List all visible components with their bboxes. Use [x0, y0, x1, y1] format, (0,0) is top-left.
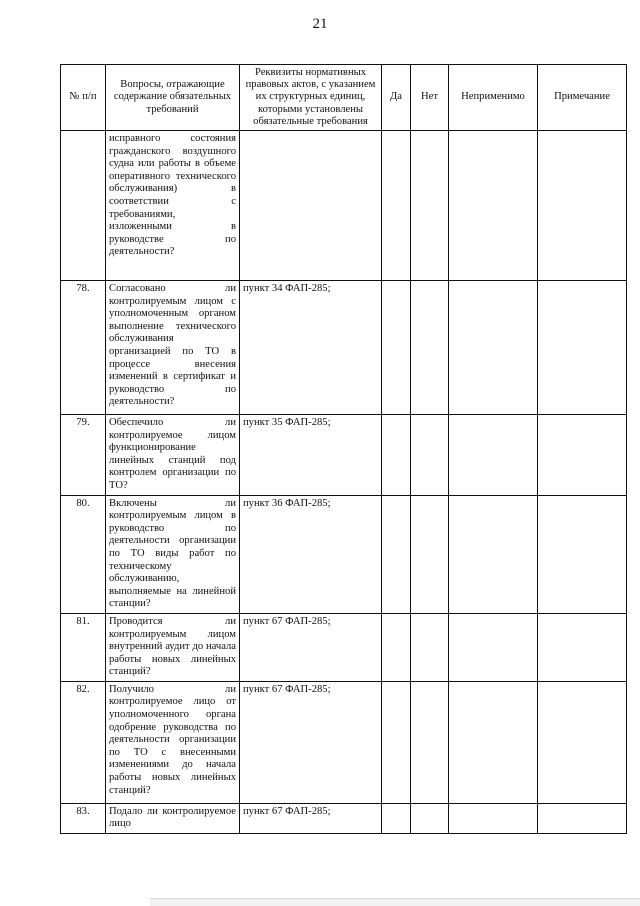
row-reference: пункт 67 ФАП-285; [240, 803, 382, 833]
cell-not-applicable[interactable] [449, 131, 538, 281]
row-question: Включены ли контролируемым лицом в руководство по деятельности организации по ТО виды работ по техническому обслуживанию, выполняемые на линейной станции? [106, 495, 240, 613]
cell-note[interactable] [538, 803, 627, 833]
header-note: Примечание [538, 65, 627, 131]
row-reference: пункт 35 ФАП-285; [240, 415, 382, 496]
row-number: 83. [61, 803, 106, 833]
cell-no[interactable] [411, 613, 449, 681]
cell-yes[interactable] [382, 131, 411, 281]
header-reference: Реквизиты нормативных правовых актов, с указанием их структурных единиц, которыми установлены обязательные требования [240, 65, 382, 131]
cell-note[interactable] [538, 495, 627, 613]
cell-not-applicable[interactable] [449, 281, 538, 415]
header-not-applicable: Неприменимо [449, 65, 538, 131]
checklist-table [60, 64, 627, 834]
table-row [61, 613, 627, 681]
cell-no[interactable] [411, 681, 449, 803]
table-row [61, 131, 627, 281]
table-row [61, 415, 627, 496]
row-question: Подало ли контролируемое лицо [106, 803, 240, 833]
header-yes: Да [382, 65, 411, 131]
cell-yes[interactable] [382, 495, 411, 613]
row-reference: пункт 67 ФАП-285; [240, 613, 382, 681]
table-row [61, 281, 627, 415]
page-number: 21 [312, 16, 328, 32]
row-question: Проводится ли контролируемым лицом внутренний аудит до начала работы новых линейных станций? [106, 613, 240, 681]
row-number [61, 131, 106, 281]
row-number: 78. [61, 281, 106, 415]
row-question: Получило ли контролируемое лицо от уполномоченного органа одобрение руководства по деятельности организации по ТО с внесенными изменениями до начала работы новых линейных станций? [106, 681, 240, 803]
cell-no[interactable] [411, 495, 449, 613]
header-num: № п/п [61, 65, 106, 131]
row-number: 80. [61, 495, 106, 613]
cell-note[interactable] [538, 281, 627, 415]
cell-no[interactable] [411, 803, 449, 833]
cell-no[interactable] [411, 131, 449, 281]
row-number: 81. [61, 613, 106, 681]
cell-note[interactable] [538, 613, 627, 681]
header-no: Нет [411, 65, 449, 131]
cell-not-applicable[interactable] [449, 803, 538, 833]
row-question: Обеспечило ли контролируемое лицом функционирование линейных станций под контролем организации по ТО? [106, 415, 240, 496]
cell-note[interactable] [538, 681, 627, 803]
row-number: 82. [61, 681, 106, 803]
table-row [61, 681, 627, 803]
cell-yes[interactable] [382, 681, 411, 803]
row-question: Согласовано ли контролируемым лицом с уполномоченным органом выполнение технического обслуживания организацией по ТО в процессе внесения изменений в сертификат и руководство по деятельности? [106, 281, 240, 415]
cell-not-applicable[interactable] [449, 495, 538, 613]
cell-not-applicable[interactable] [449, 613, 538, 681]
row-reference [240, 131, 382, 281]
row-question: исправного состояния гражданского воздушного судна или работы в объеме оперативного технического обслуживания) в соответствии с требованиями, изложенными в руководстве по деятельности? [106, 131, 240, 281]
cell-not-applicable[interactable] [449, 415, 538, 496]
cell-yes[interactable] [382, 613, 411, 681]
cell-not-applicable[interactable] [449, 681, 538, 803]
row-reference: пункт 36 ФАП-285; [240, 495, 382, 613]
row-reference: пункт 67 ФАП-285; [240, 681, 382, 803]
header-question: Вопросы, отражающие содержание обязательных требований [106, 65, 240, 131]
table-row [61, 495, 627, 613]
row-number: 79. [61, 415, 106, 496]
cell-yes[interactable] [382, 803, 411, 833]
cell-note[interactable] [538, 131, 627, 281]
row-reference: пункт 34 ФАП-285; [240, 281, 382, 415]
table-header-row [61, 65, 627, 131]
table-row [61, 803, 627, 833]
cell-yes[interactable] [382, 281, 411, 415]
cell-no[interactable] [411, 281, 449, 415]
cell-yes[interactable] [382, 415, 411, 496]
cell-note[interactable] [538, 415, 627, 496]
cell-no[interactable] [411, 415, 449, 496]
